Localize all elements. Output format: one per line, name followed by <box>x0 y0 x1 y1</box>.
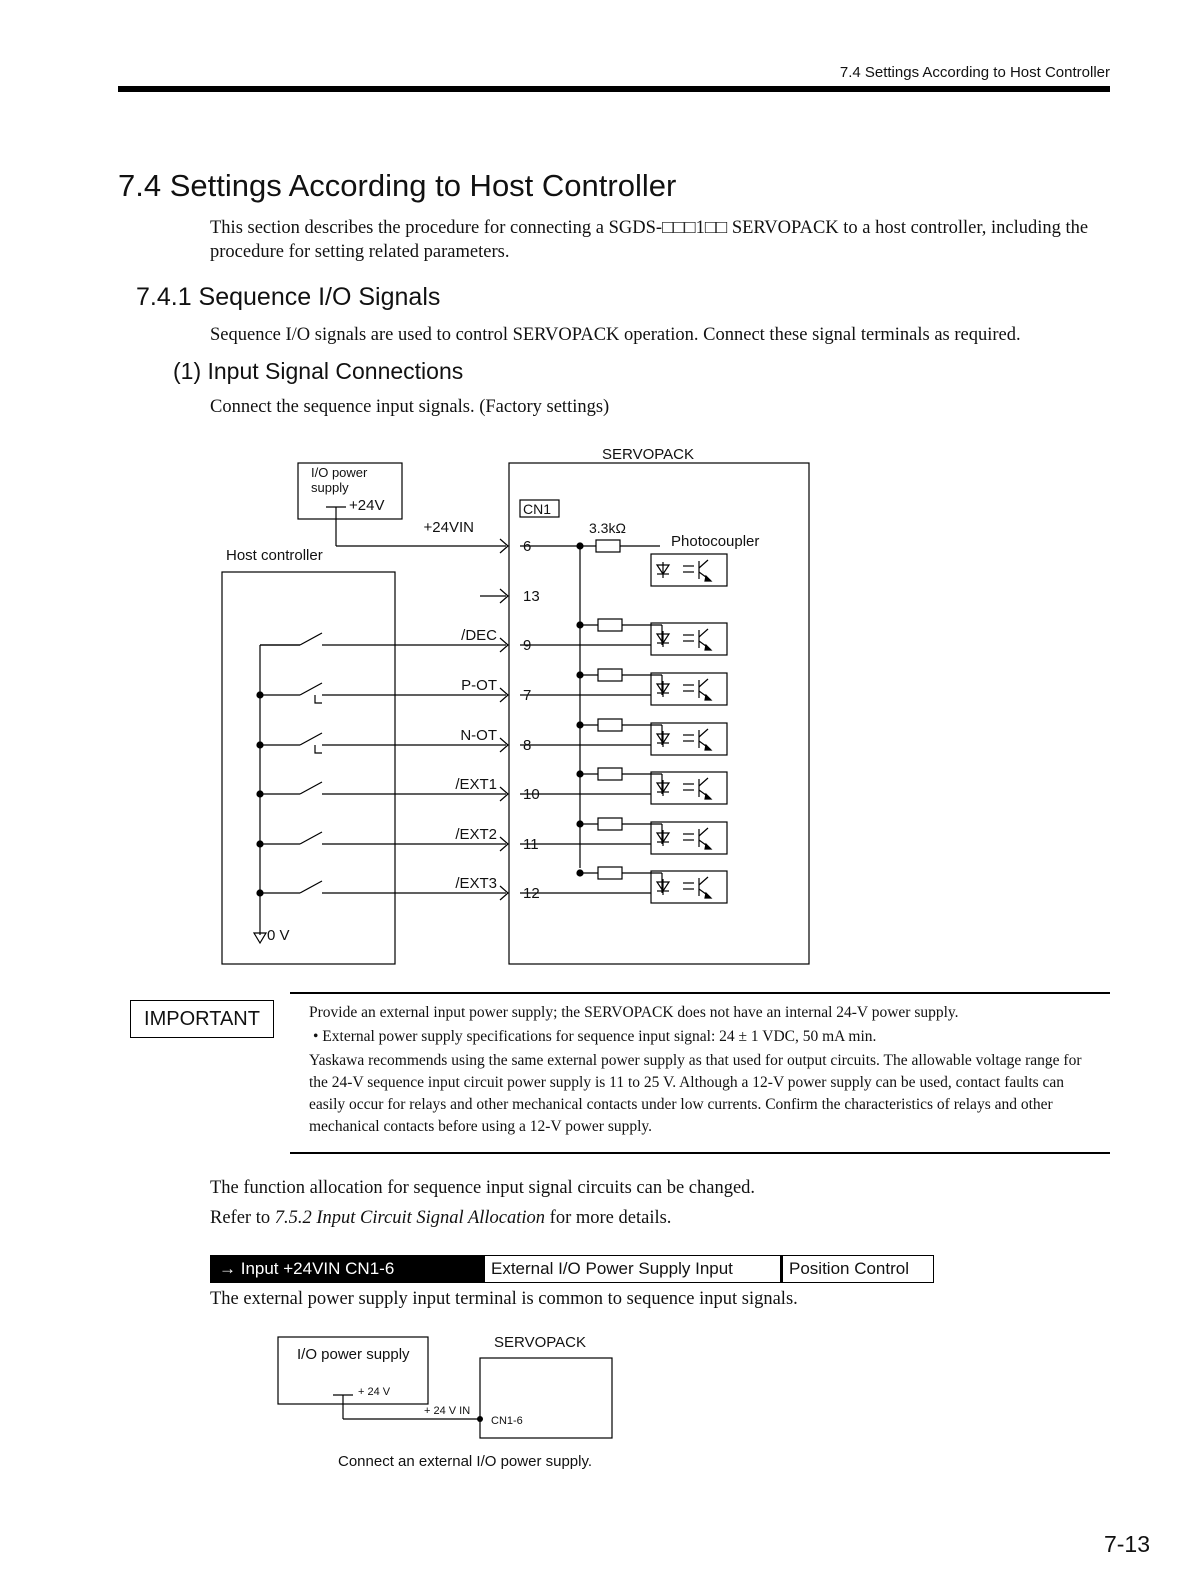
io-power-supply-diagram <box>0 1320 700 1480</box>
pin-number-11: 11 <box>523 836 539 853</box>
contact-blade-10 <box>300 782 322 794</box>
pin-number-8: 8 <box>523 737 532 754</box>
signal-cell-name: → Input +24VIN CN1-6 <box>210 1255 485 1283</box>
servopack-box <box>509 463 809 964</box>
host-controller-box <box>222 572 395 964</box>
junction-7 <box>257 692 263 698</box>
contact-blade-11 <box>300 832 322 844</box>
important-line1: Provide an external input power supply; the SERVOPACK does not have an internal 24-V power supply. <box>309 1004 959 1021</box>
signal-label-11: /EXT2 <box>455 826 497 843</box>
page-number: 7-13 <box>1103 1531 1150 1557</box>
input-signal-wiring-diagram <box>0 430 820 970</box>
nc-mark-8 <box>315 745 322 753</box>
subsubsection-title: (1) Input Signal Connections <box>173 358 464 384</box>
signal-label-12: /EXT3 <box>455 875 497 892</box>
junction-8 <box>257 742 263 748</box>
io-supply-label-2: supply <box>311 480 349 495</box>
resistor-7 <box>598 669 622 681</box>
junction-11 <box>257 841 263 847</box>
section-title: 7.4 Settings According to Host Controller <box>118 168 677 203</box>
subsection-title: 7.4.1 Sequence I/O Signals <box>136 283 441 311</box>
pin-number-13: 13 <box>523 588 540 605</box>
resistor-12 <box>598 867 622 879</box>
servopack-label-2: SERVOPACK <box>494 1334 586 1351</box>
diagram2-caption: Connect an external I/O power supply. <box>338 1453 593 1470</box>
important-badge: IMPORTANT <box>130 1000 274 1038</box>
pin-number-9: 9 <box>523 637 532 654</box>
signal-label-6: +24VIN <box>423 519 474 536</box>
pin-number-10: 10 <box>523 786 540 803</box>
photocoupler-label: Photocoupler <box>671 533 760 550</box>
pin-number-7: 7 <box>523 687 532 704</box>
io-supply-label-1: I/O power <box>311 465 368 480</box>
allocation-suffix: for more details. <box>545 1208 672 1228</box>
resistor-10 <box>598 768 622 780</box>
cn1-6-label: CN1-6 <box>491 1415 523 1427</box>
important-top-rule <box>290 992 1110 994</box>
resistor-8 <box>598 719 622 731</box>
running-header: 7.4 Settings According to Host Controller <box>839 64 1110 81</box>
allocation-line2 <box>210 1203 755 1233</box>
signal-table <box>210 1255 934 1283</box>
nc-mark-7 <box>315 695 322 703</box>
important-bottom-rule <box>290 1152 1110 1154</box>
subsubsection-intro: Connect the sequence input signals. (Factory settings) <box>210 397 610 417</box>
contact-blade-9 <box>300 633 322 645</box>
pin-number-6: 6 <box>523 538 532 555</box>
signal-label-10: /EXT1 <box>455 776 497 793</box>
contact-blade-8 <box>300 733 322 745</box>
cn1-label: CN1 <box>523 501 552 517</box>
section-intro: This section describes the procedure for connecting a SGDS-□□□1□□ SERVOPACK to a host controller, including the procedure for setting related parameters. <box>210 218 1089 262</box>
common-terminal-text: The external power supply input terminal is common to sequence input signals. <box>210 1289 798 1309</box>
allocation-text <box>210 1173 755 1233</box>
resistor-row1 <box>596 540 620 552</box>
resistor-label: 3.3kΩ <box>589 520 626 536</box>
subsection-intro: Sequence I/O signals are used to control SERVOPACK operation. Connect these signal terminals as required. <box>210 325 1021 345</box>
signal-cell-mode: Position Control <box>781 1255 934 1283</box>
plus24v-label-2: + 24 V <box>358 1386 391 1398</box>
signal-label-9: /DEC <box>461 627 497 644</box>
allocation-prefix: Refer to <box>210 1208 275 1228</box>
io-supply-label-2-text: I/O power supply <box>297 1346 410 1363</box>
allocation-line1: The function allocation for sequence input signal circuits can be changed. <box>210 1178 756 1198</box>
plus24v-label: +24V <box>349 497 385 514</box>
pin-number-12: 12 <box>523 885 540 902</box>
header-rule <box>118 86 1110 92</box>
servopack-label: SERVOPACK <box>602 446 694 463</box>
zero-v-label: 0 V <box>267 927 290 944</box>
junction-10 <box>257 791 263 797</box>
signal-label-8: N-OT <box>460 727 497 744</box>
contact-blade-12 <box>300 881 322 893</box>
bus-node-top <box>577 543 583 549</box>
signal-label-7: P-OT <box>461 677 497 694</box>
important-paragraph: Yaskawa recommends using the same external power supply as that used for output circuits. The allowable voltage range for the 24-V sequence input circuit power supply is 11 to 25 V. Although a 12-V power supply can be used, contact faults can easily occur for relays and other mechanical contacts under low currents. Confirm the characteristics of relays and other mechanical contacts before using a 12-V power supply. <box>309 1052 1082 1135</box>
allocation-reference: 7.5.2 Input Circuit Signal Allocation <box>274 1208 546 1228</box>
important-note <box>309 1002 1099 1138</box>
important-bullet: • External power supply specifications for sequence input signal: 24 ± 1 VDC, 50 mA min. <box>313 1028 877 1045</box>
contact-blade-7 <box>300 683 322 695</box>
cn1-6-terminal-dot <box>477 1416 483 1422</box>
plus24vin-label: + 24 V IN <box>424 1405 471 1417</box>
junction-12 <box>257 890 263 896</box>
host-controller-label: Host controller <box>226 547 323 564</box>
resistor-11 <box>598 818 622 830</box>
resistor-9 <box>598 619 622 631</box>
signal-cell-function: External I/O Power Supply Input <box>485 1255 781 1283</box>
